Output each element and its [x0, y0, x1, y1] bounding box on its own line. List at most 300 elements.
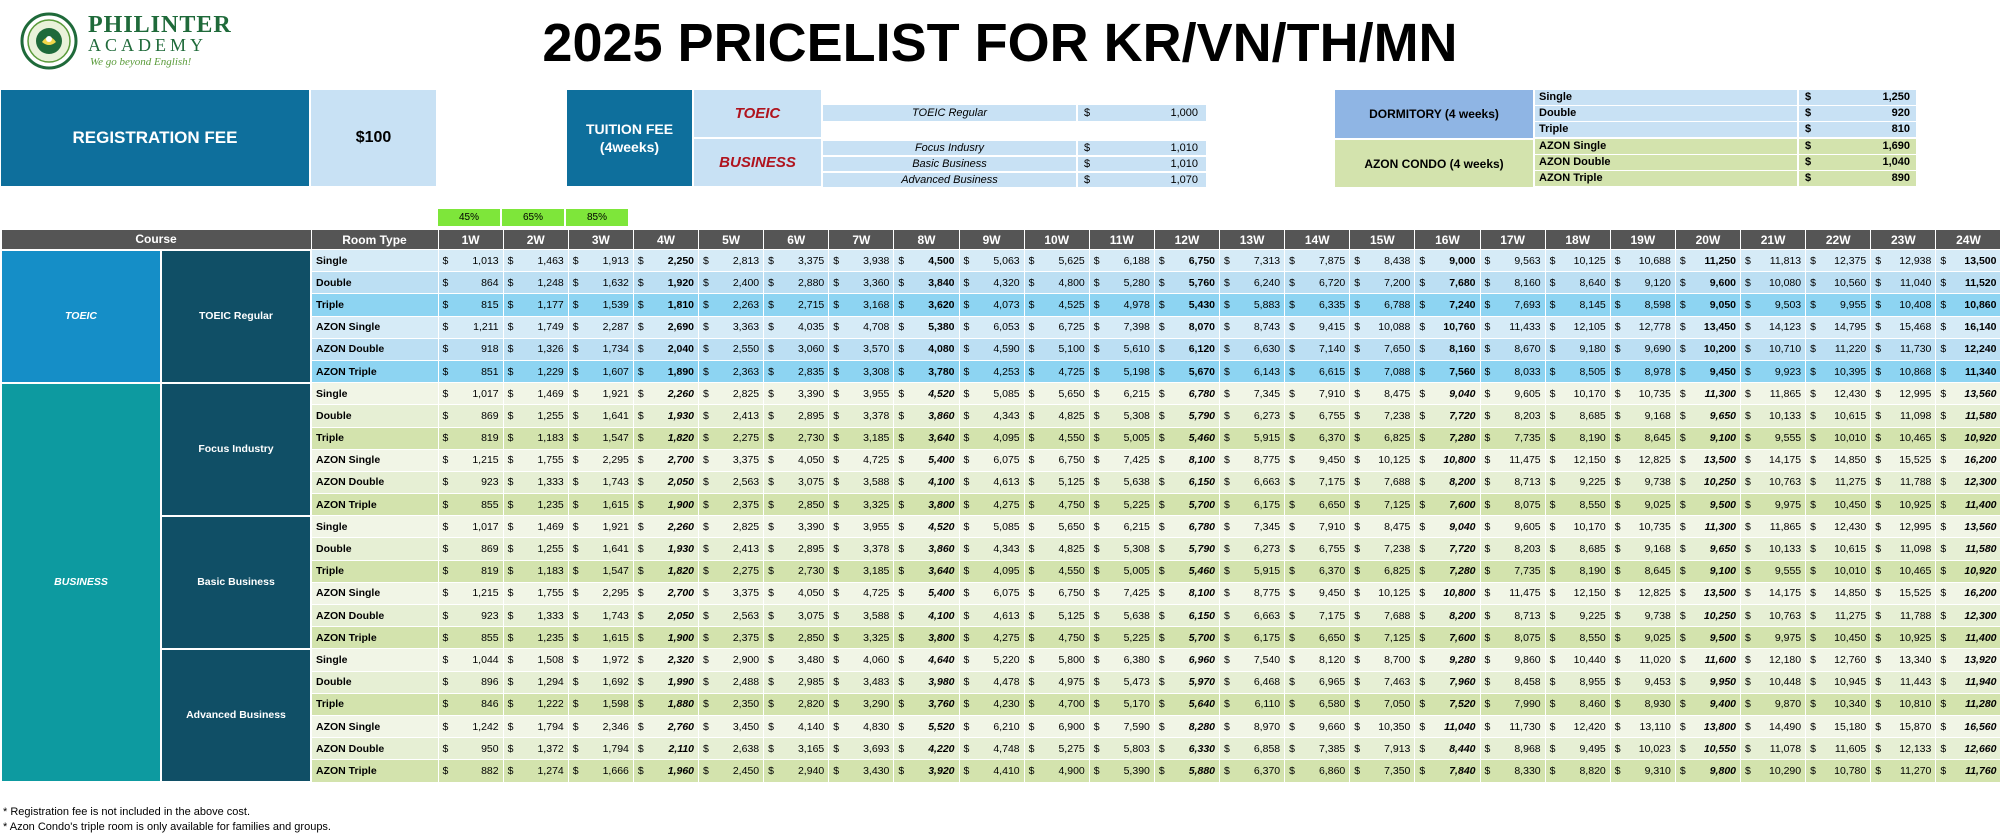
price-value: 5,400: [928, 587, 955, 600]
price-value: 2,450: [732, 764, 760, 777]
currency-sign: $: [1679, 298, 1686, 311]
currency-sign: $: [1289, 476, 1295, 489]
price-cell: [699, 605, 764, 627]
price-cell: [1480, 605, 1545, 627]
price-cell: [503, 671, 568, 693]
price-value: 5,880: [1188, 764, 1215, 777]
price-cell: [1806, 715, 1871, 737]
currency-sign: $: [1093, 587, 1100, 600]
price-value: 6,750: [1058, 587, 1085, 600]
currency-sign: $: [1354, 254, 1361, 267]
currency-sign: $: [1158, 565, 1165, 578]
currency-sign: $: [1354, 454, 1361, 467]
currency-sign: $: [1158, 276, 1165, 289]
price-cell: [1741, 760, 1806, 782]
price-cell: [1480, 494, 1545, 516]
price-cell: [1610, 715, 1675, 737]
price-cell: [438, 360, 503, 382]
price-cell: [699, 560, 764, 582]
price-value: 5,063: [993, 254, 1020, 267]
price-value: 4,725: [863, 587, 890, 600]
price-value: 11,040: [1444, 720, 1476, 733]
price-cell: [1741, 338, 1806, 360]
price-cell: [1024, 738, 1089, 760]
price-value: 9,100: [1709, 565, 1736, 578]
price-cell: [1220, 360, 1285, 382]
currency-sign: $: [1354, 343, 1361, 356]
price-cell: [829, 738, 894, 760]
currency-sign: $: [1093, 498, 1100, 511]
currency-sign: $: [442, 409, 449, 422]
price-cell: [959, 427, 1024, 449]
currency-sign: $: [1805, 123, 1812, 136]
price-cell: [1415, 272, 1480, 294]
price-value: 9,025: [1644, 631, 1671, 644]
price-value: 9,050: [1709, 298, 1736, 311]
currency-sign: $: [1289, 254, 1295, 267]
price-cell: [959, 272, 1024, 294]
currency-sign: $: [1614, 698, 1621, 711]
currency-sign: $: [1289, 742, 1295, 755]
currency-sign: $: [637, 432, 644, 445]
price-value: 9,040: [1449, 520, 1476, 533]
currency-sign: $: [963, 387, 970, 400]
price-value: 6,053: [993, 321, 1020, 334]
price-value: 3,168: [863, 298, 890, 311]
currency-sign: $: [1224, 276, 1230, 289]
price-value: 5,883: [1253, 298, 1281, 311]
room-type-cell: AZON Triple: [311, 760, 438, 782]
price-cell: [633, 738, 698, 760]
price-value: 7,560: [1449, 365, 1476, 378]
currency-sign: $: [442, 498, 449, 511]
currency-sign: $: [1745, 543, 1751, 556]
price-value: 9,450: [1318, 454, 1346, 467]
currency-sign: $: [442, 653, 449, 666]
price-value: 3,955: [863, 520, 890, 533]
price-cell: [1154, 405, 1219, 427]
price-cell: [764, 516, 829, 538]
price-cell: [633, 338, 698, 360]
price-cell: [829, 272, 894, 294]
currency-sign: $: [1549, 720, 1556, 733]
price-value: 6,380: [1123, 653, 1150, 666]
currency-sign: $: [1679, 698, 1686, 711]
currency-sign: $: [703, 609, 709, 622]
price-cell: [1675, 738, 1740, 760]
currency-sign: $: [1224, 321, 1230, 334]
price-cell: [633, 360, 698, 382]
currency-sign: $: [1484, 520, 1491, 533]
price-value: 6,725: [1058, 321, 1085, 334]
price-value: 1,820: [667, 565, 694, 578]
price-value: 6,150: [1188, 476, 1215, 489]
currency-sign: $: [963, 321, 970, 334]
currency-sign: $: [1484, 254, 1491, 267]
price-cell: [503, 338, 568, 360]
price-value: 7,688: [1384, 609, 1411, 622]
price-cell: [1610, 360, 1675, 382]
price-value: 7,398: [1123, 321, 1150, 334]
currency-sign: $: [1549, 609, 1556, 622]
price-value: 1,215: [472, 454, 499, 467]
currency-sign: $: [833, 298, 840, 311]
tuition-program-name: Advanced Business: [823, 173, 1076, 187]
currency-sign: $: [1289, 720, 1295, 733]
currency-sign: $: [507, 764, 514, 777]
price-cell: [1415, 250, 1480, 272]
currency-sign: $: [572, 520, 579, 533]
currency-sign: $: [1679, 365, 1686, 378]
price-value: 4,550: [1058, 432, 1085, 445]
price-value: 2,700: [667, 587, 694, 600]
price-value: 5,800: [1058, 653, 1085, 666]
price-value: 11,600: [1704, 653, 1736, 666]
currency-sign: $: [1419, 321, 1426, 334]
price-cell: [829, 760, 894, 782]
room-name: Double: [1535, 106, 1797, 121]
price-value: 7,960: [1449, 676, 1476, 689]
price-value: 6,900: [1058, 720, 1085, 733]
price-value: 3,800: [928, 631, 955, 644]
price-cell: [894, 538, 959, 560]
price-cell: [1220, 405, 1285, 427]
currency-sign: $: [637, 454, 644, 467]
currency-sign: $: [833, 653, 840, 666]
currency-sign: $: [1875, 565, 1882, 578]
price-cell: [633, 494, 698, 516]
currency-sign: $: [442, 432, 449, 445]
price-value: 1,044: [472, 653, 499, 666]
currency-sign: $: [1419, 343, 1426, 356]
price-value: 10,945: [1834, 676, 1867, 689]
price-cell: [1480, 760, 1545, 782]
price-value: 1,013: [472, 254, 499, 267]
price-value: 1,255: [537, 543, 564, 556]
price-cell: [1285, 427, 1350, 449]
currency-sign: $: [1875, 498, 1882, 511]
logo-tagline: We go beyond English!: [90, 56, 192, 68]
price-cell: [503, 582, 568, 604]
price-value: 2,850: [797, 498, 825, 511]
price-cell: [438, 383, 503, 405]
price-cell: [568, 627, 633, 649]
currency-sign: $: [1289, 498, 1295, 511]
currency-sign: $: [1745, 254, 1751, 267]
price-cell: [764, 582, 829, 604]
price-value: 16,560: [1964, 720, 1997, 733]
price-value: 7,385: [1318, 742, 1346, 755]
tuition-program-name: TOEIC Regular: [823, 105, 1076, 121]
week-header-6w: 6W: [764, 230, 829, 250]
price-cell: [764, 627, 829, 649]
price-cell: [1024, 383, 1089, 405]
currency-sign: $: [963, 432, 970, 445]
price-cell: [1741, 693, 1806, 715]
currency-sign: $: [1224, 587, 1230, 600]
price-value: 6,755: [1318, 409, 1346, 422]
price-cell: [1741, 294, 1806, 316]
price-cell: [633, 516, 698, 538]
price-value: 11,433: [1509, 321, 1541, 334]
currency-sign: $: [1419, 631, 1426, 644]
price-cell: [894, 338, 959, 360]
price-cell: [1871, 627, 1936, 649]
price-value: 8,190: [1579, 565, 1606, 578]
price-cell: [1415, 627, 1480, 649]
price-value: 4,750: [1058, 631, 1085, 644]
currency-sign: $: [1354, 298, 1361, 311]
price-cell: [1415, 427, 1480, 449]
price-cell: [1936, 427, 2000, 449]
price-value: 882: [481, 764, 499, 777]
currency-sign: $: [1158, 631, 1165, 644]
price-cell: [1415, 649, 1480, 671]
price-value: 4,275: [993, 631, 1020, 644]
price-cell: [1741, 383, 1806, 405]
currency-sign: $: [898, 764, 905, 777]
currency-sign: $: [1875, 409, 1882, 422]
price-cell: [1024, 338, 1089, 360]
price-value: 9,950: [1709, 676, 1736, 689]
currency-sign: $: [1158, 520, 1165, 533]
currency-sign: $: [833, 676, 840, 689]
price-cell: [1610, 316, 1675, 338]
price-cell: [1806, 582, 1871, 604]
currency-sign: $: [1679, 742, 1686, 755]
currency-sign: $: [1289, 764, 1295, 777]
currency-sign: $: [833, 254, 840, 267]
price-value: 15,525: [1899, 454, 1932, 467]
currency-sign: $: [1289, 321, 1295, 334]
registration-fee-value: $100: [311, 90, 436, 186]
room-type-cell: AZON Single: [311, 582, 438, 604]
price-cell: [1220, 250, 1285, 272]
price-value: 12,300: [1964, 476, 1997, 489]
price-cell: [1936, 405, 2000, 427]
price-cell: [568, 605, 633, 627]
price-cell: [1480, 516, 1545, 538]
price-value: 10,735: [1638, 387, 1671, 400]
currency-sign: $: [442, 454, 449, 467]
currency-sign: $: [1028, 343, 1035, 356]
price-value: 5,790: [1188, 409, 1215, 422]
price-cell: [1675, 427, 1740, 449]
price-value: 14,175: [1769, 587, 1802, 600]
price-cell: [1350, 250, 1415, 272]
price-value: 12,660: [1964, 742, 1997, 755]
week-header-22w: 22W: [1806, 230, 1871, 250]
price-value: 13,560: [1964, 387, 1997, 400]
price-value: 10,925: [1899, 631, 1932, 644]
tuition-business-label: BUSINESS: [694, 139, 821, 186]
price-cell: [503, 471, 568, 493]
price-value: 4,725: [863, 454, 890, 467]
price-cell: [568, 427, 633, 449]
price-cell: [1480, 383, 1545, 405]
price-cell: [829, 649, 894, 671]
currency-sign: $: [703, 343, 709, 356]
price-cell: [959, 338, 1024, 360]
discount-badge-2w: 65%: [502, 209, 564, 226]
price-cell: [1480, 250, 1545, 272]
currency-sign: $: [1679, 565, 1686, 578]
price-cell: [1545, 383, 1610, 405]
currency-sign: $: [768, 587, 774, 600]
currency-sign: $: [833, 764, 840, 777]
price-cell: [1936, 649, 2000, 671]
room-price-value: 920: [1891, 107, 1910, 120]
currency-sign: $: [1354, 587, 1361, 600]
currency-sign: $: [1679, 454, 1686, 467]
price-value: 10,080: [1769, 276, 1802, 289]
currency-sign: $: [1810, 520, 1816, 533]
currency-sign: $: [1354, 476, 1361, 489]
currency-sign: $: [637, 742, 644, 755]
room-name: AZON Double: [1535, 155, 1797, 170]
currency-sign: $: [768, 387, 774, 400]
currency-sign: $: [1940, 276, 1947, 289]
price-cell: [959, 693, 1024, 715]
currency-sign: $: [1875, 254, 1882, 267]
price-cell: [1806, 250, 1871, 272]
price-value: 12,430: [1834, 520, 1867, 533]
price-cell: [1610, 471, 1675, 493]
price-value: 4,410: [993, 764, 1020, 777]
currency-sign: $: [1810, 343, 1816, 356]
price-cell: [1285, 360, 1350, 382]
currency-sign: $: [572, 343, 579, 356]
price-value: 4,750: [1058, 498, 1085, 511]
price-value: 10,448: [1769, 676, 1802, 689]
currency-sign: $: [768, 764, 774, 777]
price-value: 8,775: [1253, 454, 1281, 467]
price-value: 13,800: [1703, 720, 1736, 733]
currency-sign: $: [1875, 298, 1882, 311]
price-cell: [1871, 760, 1936, 782]
currency-sign: $: [1028, 432, 1035, 445]
price-value: 1,749: [537, 321, 564, 334]
price-value: 3,060: [797, 343, 825, 356]
currency-sign: $: [1940, 343, 1947, 356]
tuition-price-value: 1,010: [1170, 142, 1198, 154]
price-value: 1,017: [472, 387, 499, 400]
price-value: 2,880: [797, 276, 825, 289]
price-value: 16,140: [1964, 321, 1997, 334]
price-cell: [959, 316, 1024, 338]
room-price: [1799, 122, 1916, 137]
currency-sign: $: [637, 698, 644, 711]
price-value: 1,333: [537, 609, 564, 622]
price-cell: [699, 738, 764, 760]
price-value: 1,921: [602, 520, 629, 533]
currency-sign: $: [1093, 454, 1100, 467]
price-cell: [1089, 582, 1154, 604]
price-cell: [1154, 715, 1219, 737]
price-value: 4,900: [1058, 764, 1085, 777]
currency-sign: $: [1679, 276, 1686, 289]
price-value: 4,800: [1058, 276, 1085, 289]
currency-sign: $: [703, 298, 709, 311]
price-cell: [438, 582, 503, 604]
price-value: 12,180: [1769, 653, 1802, 666]
price-value: 3,620: [928, 298, 955, 311]
currency-sign: $: [1745, 653, 1751, 666]
price-cell: [438, 715, 503, 737]
price-cell: [633, 715, 698, 737]
price-cell: [699, 671, 764, 693]
currency-sign: $: [1093, 676, 1100, 689]
room-price: [1799, 139, 1916, 154]
price-value: 1,255: [537, 409, 564, 422]
price-cell: [568, 649, 633, 671]
price-value: 1,372: [537, 742, 564, 755]
currency-sign: $: [768, 276, 774, 289]
program-name-cell: Focus Industry: [161, 383, 311, 516]
currency-sign: $: [1810, 409, 1816, 422]
currency-sign: $: [1093, 432, 1100, 445]
price-cell: [1936, 516, 2000, 538]
price-value: 12,995: [1899, 387, 1932, 400]
currency-sign: $: [1745, 365, 1751, 378]
price-cell: [1350, 582, 1415, 604]
price-value: 8,190: [1579, 432, 1606, 445]
price-cell: [699, 449, 764, 471]
price-cell: [1610, 338, 1675, 360]
currency-sign: $: [1289, 365, 1295, 378]
currency-sign: $: [1810, 587, 1816, 600]
logo-text-line1: PHILINTER: [88, 12, 232, 38]
room-type-cell: AZON Single: [311, 316, 438, 338]
currency-sign: $: [1419, 543, 1426, 556]
price-cell: [1285, 272, 1350, 294]
currency-sign: $: [442, 365, 449, 378]
price-cell: [1480, 715, 1545, 737]
price-value: 12,778: [1638, 321, 1671, 334]
week-header-12w: 12W: [1154, 230, 1219, 250]
price-value: 2,895: [797, 409, 825, 422]
currency-sign: $: [703, 543, 709, 556]
price-value: 1,641: [602, 409, 629, 422]
price-value: 7,125: [1384, 498, 1411, 511]
currency-sign: $: [1940, 254, 1947, 267]
currency-sign: $: [442, 298, 449, 311]
footnotes: [3, 805, 331, 835]
price-cell: [1675, 294, 1740, 316]
price-cell: [1415, 738, 1480, 760]
currency-sign: $: [1028, 276, 1035, 289]
currency-sign: $: [1875, 676, 1882, 689]
price-cell: [1480, 316, 1545, 338]
currency-sign: $: [963, 498, 970, 511]
price-value: 7,050: [1384, 698, 1411, 711]
price-value: 3,430: [863, 764, 890, 777]
price-value: 1,463: [537, 254, 564, 267]
price-value: 6,615: [1318, 365, 1346, 378]
price-value: 4,035: [797, 321, 825, 334]
currency-sign: $: [1028, 254, 1035, 267]
price-cell: [1350, 449, 1415, 471]
price-cell: [1806, 760, 1871, 782]
currency-sign: $: [898, 543, 905, 556]
price-cell: [699, 250, 764, 272]
currency-sign: $: [898, 298, 905, 311]
price-cell: [1545, 294, 1610, 316]
accommodation-row: [1535, 171, 1916, 186]
price-value: 5,638: [1123, 476, 1150, 489]
currency-sign: $: [1614, 409, 1621, 422]
price-cell: [1871, 316, 1936, 338]
